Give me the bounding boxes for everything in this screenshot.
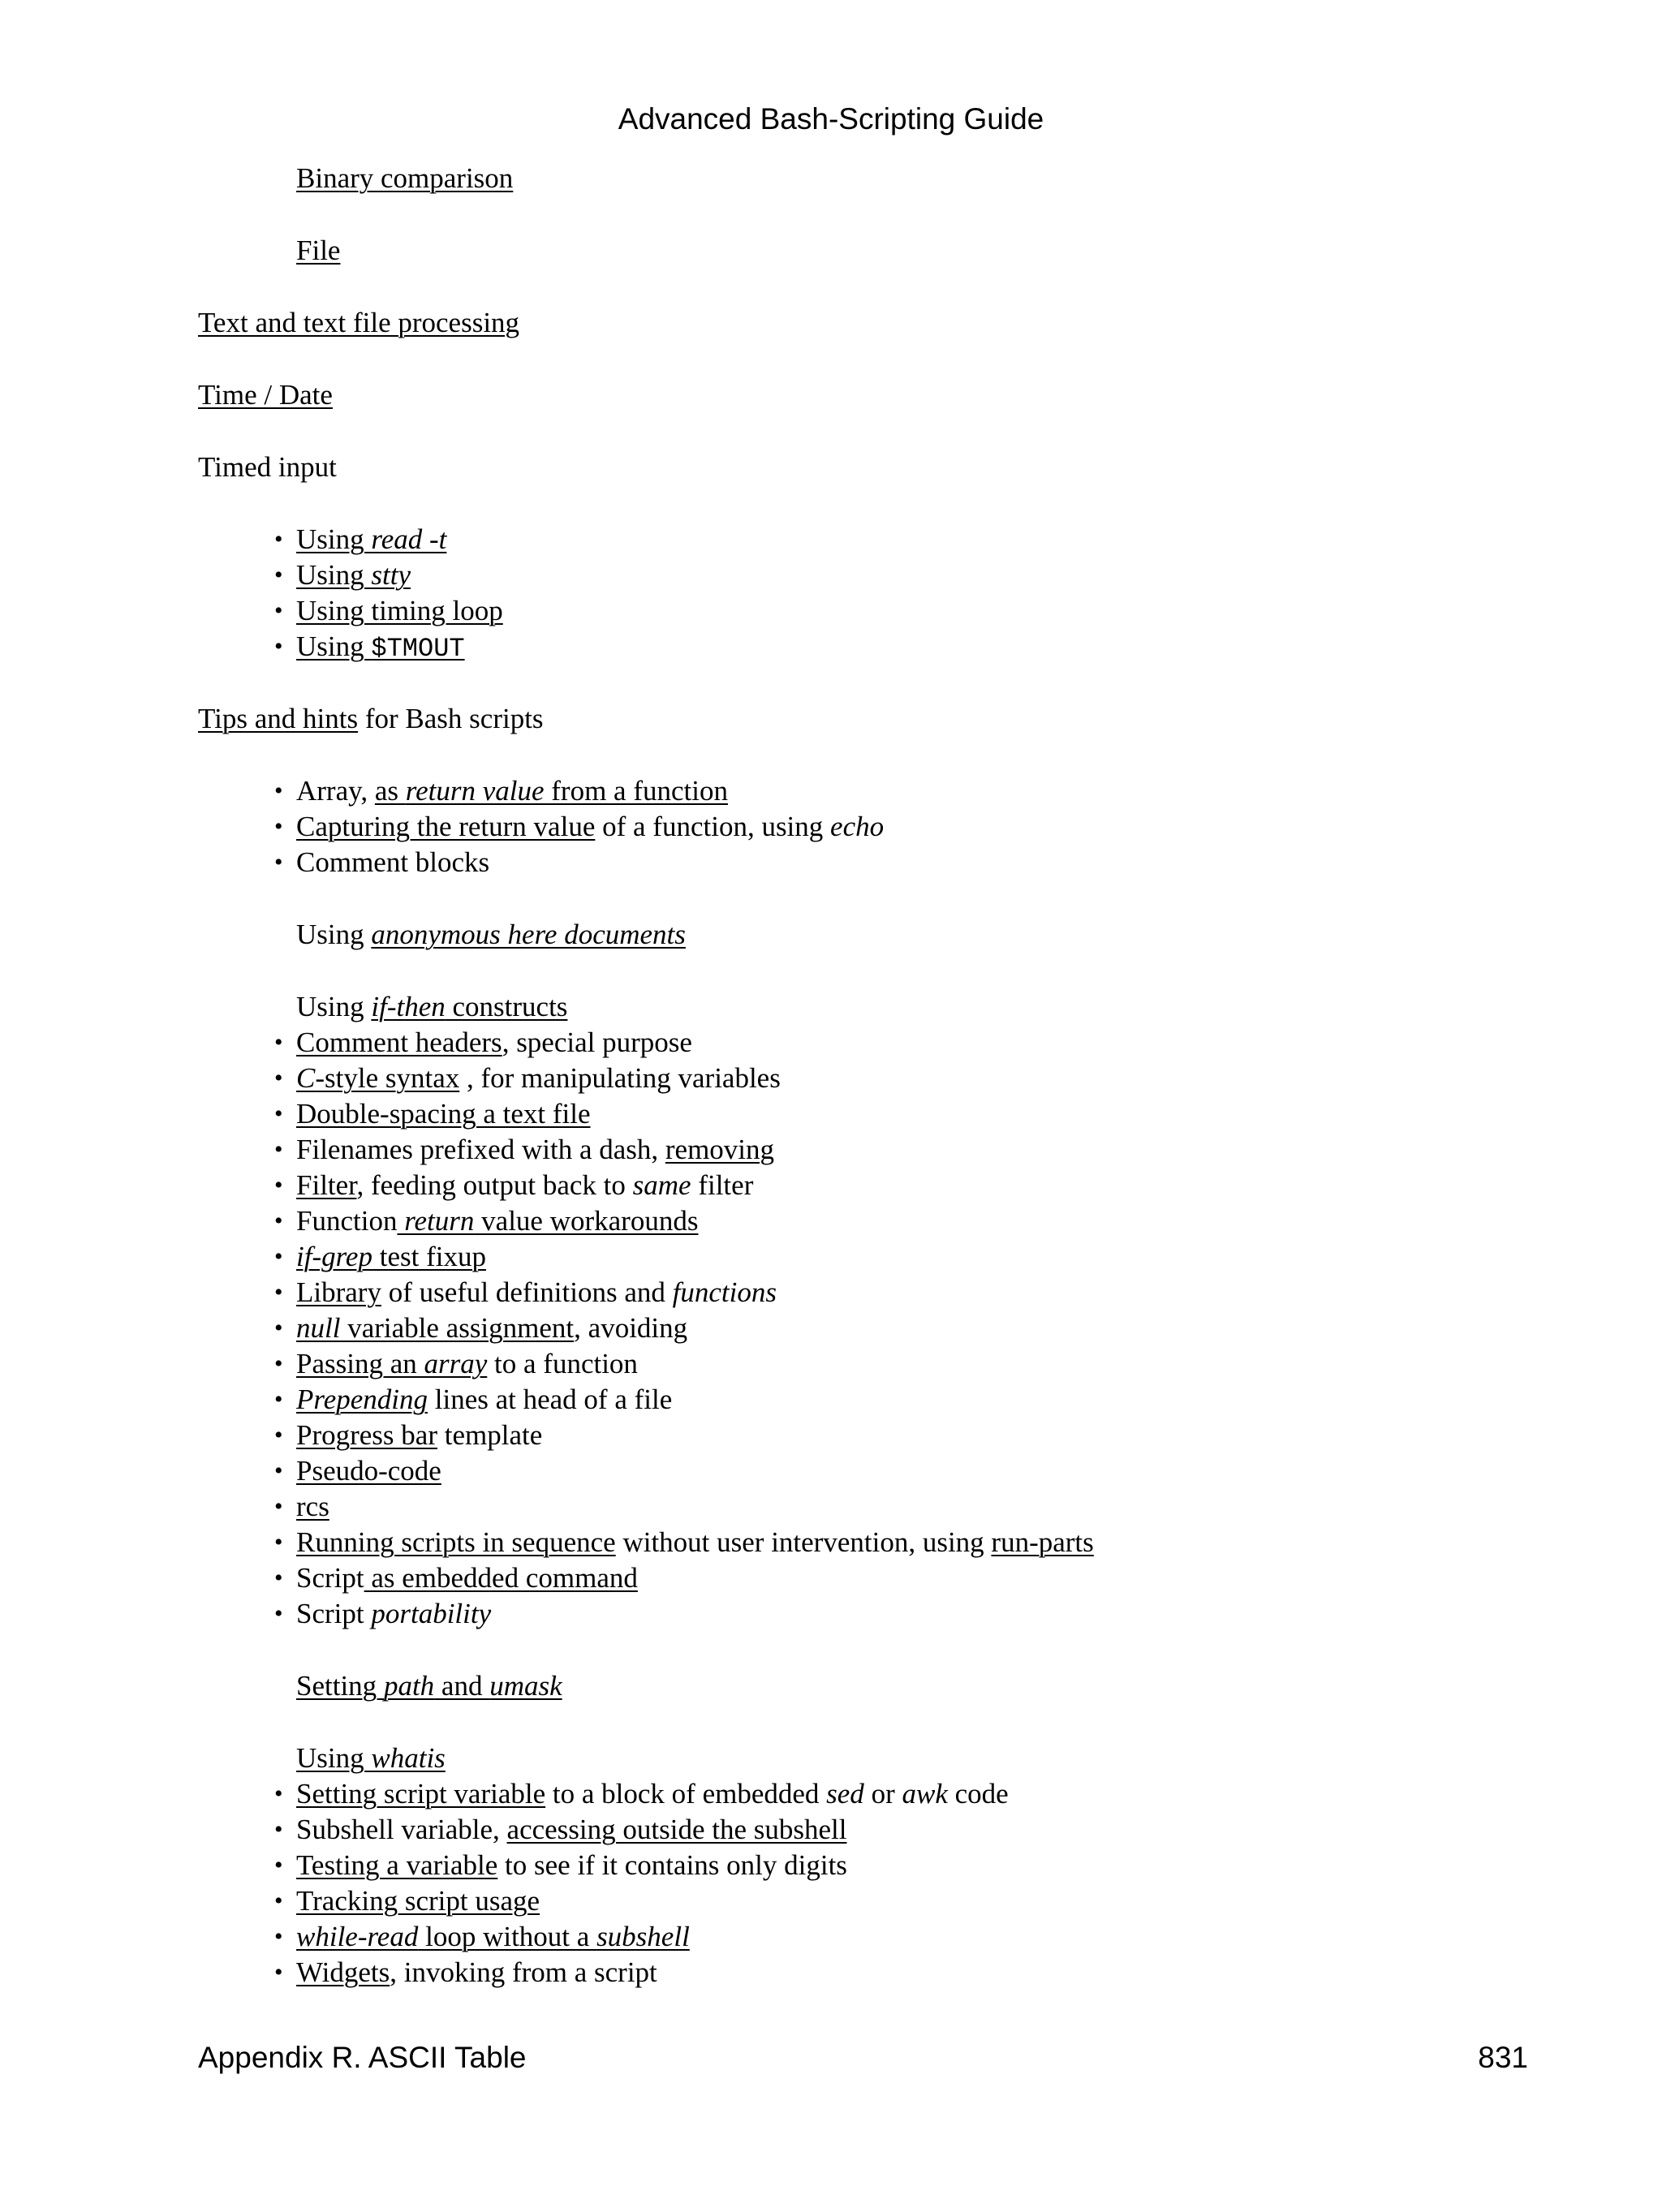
list-item: Library of useful definitions and functions: [296, 1276, 777, 1308]
list-item: Filenames prefixed with a dash, removing: [296, 1134, 775, 1165]
if-grep-link[interactable]: if-grep test fixup: [296, 1241, 486, 1272]
bullet-icon: •: [274, 1564, 283, 1591]
capturing-return-link[interactable]: Capturing the return value: [296, 811, 596, 842]
bullet-icon: •: [274, 777, 283, 804]
bullet-icon: •: [274, 1100, 283, 1127]
text-processing-entry: [198, 305, 519, 341]
text-processing-link[interactable]: Text and text file processing: [198, 307, 520, 338]
using-read-t-link[interactable]: Using read -t: [296, 523, 447, 555]
bullet-icon: •: [274, 1780, 283, 1807]
list-item: [296, 1883, 540, 1919]
list-item: Running scripts in sequence without user intervention, using run-parts: [296, 1526, 1094, 1558]
tips-heading: Tips and hints for Bash scripts: [198, 703, 544, 734]
null-variable-link[interactable]: null variable assignment: [296, 1312, 575, 1344]
double-spacing-link[interactable]: Double-spacing a text file: [296, 1098, 591, 1130]
list-item: Capturing the return value of a function, using echo: [296, 811, 885, 842]
tracking-script-usage-link[interactable]: Tracking script usage: [296, 1885, 540, 1917]
binary-comparison-link[interactable]: Binary comparison: [296, 162, 514, 194]
accessing-outside-subshell-link[interactable]: accessing outside the subshell: [506, 1814, 847, 1845]
time-date-link[interactable]: Time / Date: [198, 379, 333, 411]
bullet-icon: •: [274, 813, 283, 840]
bullet-icon: •: [274, 526, 283, 553]
using-tmout-link[interactable]: Using $TMOUT: [296, 630, 465, 664]
bullet-icon: •: [274, 1279, 283, 1306]
bullet-icon: •: [274, 849, 283, 876]
list-item: [296, 629, 465, 667]
bullet-icon: •: [274, 1172, 283, 1199]
bullet-icon: •: [274, 1816, 283, 1843]
bullet-icon: •: [274, 633, 283, 660]
bullet-icon: •: [274, 1029, 283, 1056]
function-return-link[interactable]: return value workarounds: [397, 1205, 699, 1237]
using-timing-loop-link[interactable]: Using timing loop: [296, 595, 503, 626]
list-item: Script portability: [296, 1598, 492, 1629]
bullet-icon: •: [274, 1350, 283, 1377]
running-scripts-link[interactable]: Running scripts in sequence: [296, 1526, 616, 1558]
list-item: [296, 1489, 329, 1525]
list-item: Passing an array to a function: [296, 1348, 638, 1379]
bullet-icon: •: [274, 1887, 283, 1914]
list-item: [296, 522, 446, 557]
setting-path-umask-link[interactable]: Setting path and umask: [296, 1670, 562, 1702]
array-return-link[interactable]: as return value from a function: [374, 775, 728, 807]
widgets-link[interactable]: Widgets: [296, 1956, 390, 1988]
c-style-syntax-link[interactable]: C-style syntax: [296, 1062, 460, 1094]
timed-input-heading: Timed input: [198, 451, 337, 483]
list-subitem: Using if-then constructs: [296, 991, 568, 1022]
list-item: [296, 1239, 486, 1275]
list-item: null variable assignment, avoiding: [296, 1312, 688, 1344]
list-subitem: Using anonymous here documents: [296, 919, 686, 950]
list-item: Function return value workarounds: [296, 1205, 699, 1237]
setting-script-variable-link[interactable]: Setting script variable: [296, 1778, 546, 1810]
list-item: [296, 557, 411, 593]
list-item: Widgets, invoking from a script: [296, 1956, 657, 1988]
bullet-icon: •: [274, 1065, 283, 1091]
bullet-icon: •: [274, 1243, 283, 1270]
page-number: 831: [1478, 2041, 1528, 2074]
using-stty-link[interactable]: Using stty: [296, 559, 411, 591]
file-link[interactable]: File: [296, 235, 341, 266]
run-parts-link[interactable]: run-parts: [991, 1526, 1094, 1558]
list-item: Setting script variable to a block of embedded sed or awk code: [296, 1778, 1009, 1810]
testing-variable-link[interactable]: Testing a variable: [296, 1849, 498, 1881]
pseudo-code-link[interactable]: Pseudo-code: [296, 1455, 441, 1487]
list-item: [296, 1919, 690, 1955]
using-whatis-link[interactable]: Using whatis: [296, 1742, 446, 1774]
bullet-icon: •: [274, 1136, 283, 1163]
list-item: [296, 1096, 591, 1132]
list-item: Subshell variable, accessing outside the subshell: [296, 1814, 847, 1845]
list-item: Comment headers, special purpose: [296, 1026, 692, 1058]
list-item: C-style syntax , for manipulating variables: [296, 1062, 781, 1094]
filter-link[interactable]: Filter: [296, 1169, 357, 1201]
bullet-icon: •: [274, 1529, 283, 1556]
file-entry: [296, 233, 340, 269]
removing-link[interactable]: removing: [665, 1134, 775, 1165]
list-item: Progress bar template: [296, 1419, 543, 1451]
rcs-link[interactable]: rcs: [296, 1491, 329, 1522]
bullet-icon: •: [274, 1493, 283, 1520]
bullet-icon: •: [274, 562, 283, 588]
list-subitem: [296, 1668, 562, 1704]
bullet-icon: •: [274, 1923, 283, 1950]
while-read-link[interactable]: while-read loop without a subshell: [296, 1921, 690, 1952]
list-subitem: [296, 1741, 446, 1776]
list-item: Prepending lines at head of a file: [296, 1384, 673, 1415]
embedded-command-link[interactable]: as embedded command: [364, 1562, 638, 1594]
anonymous-here-docs-link[interactable]: anonymous here documents: [371, 919, 686, 950]
bullet-icon: •: [274, 1852, 283, 1878]
bullet-icon: •: [274, 1959, 283, 1986]
list-item: Script as embedded command: [296, 1562, 638, 1594]
time-date-entry: [198, 377, 333, 413]
bullet-icon: •: [274, 1386, 283, 1413]
prepending-link[interactable]: Prepending: [296, 1384, 428, 1415]
list-item: [296, 1453, 441, 1489]
list-item: [296, 593, 503, 629]
binary-comparison-entry: [296, 161, 513, 196]
footer-chapter: Appendix R. ASCII Table: [198, 2041, 527, 2074]
progress-bar-link[interactable]: Progress bar: [296, 1419, 437, 1451]
bullet-icon: •: [274, 1600, 283, 1627]
list-item: Testing a variable to see if it contains only digits: [296, 1849, 847, 1881]
list-item: Comment blocks: [296, 846, 490, 878]
library-link[interactable]: Library: [296, 1276, 381, 1308]
tips-and-hints-link[interactable]: Tips and hints: [198, 703, 359, 734]
if-then-link[interactable]: if-then constructs: [371, 991, 568, 1022]
bullet-icon: •: [274, 1207, 283, 1234]
bullet-icon: •: [274, 1457, 283, 1484]
passing-array-link[interactable]: Passing an array: [296, 1348, 488, 1379]
bullet-icon: •: [274, 1422, 283, 1448]
comment-headers-link[interactable]: Comment headers: [296, 1026, 502, 1058]
page-header: Advanced Bash-Scripting Guide: [618, 102, 1044, 136]
bullet-icon: •: [274, 1315, 283, 1341]
bullet-icon: •: [274, 597, 283, 624]
list-item: Array, as return value from a function: [296, 775, 728, 807]
list-item: Filter, feeding output back to same filter: [296, 1169, 754, 1201]
